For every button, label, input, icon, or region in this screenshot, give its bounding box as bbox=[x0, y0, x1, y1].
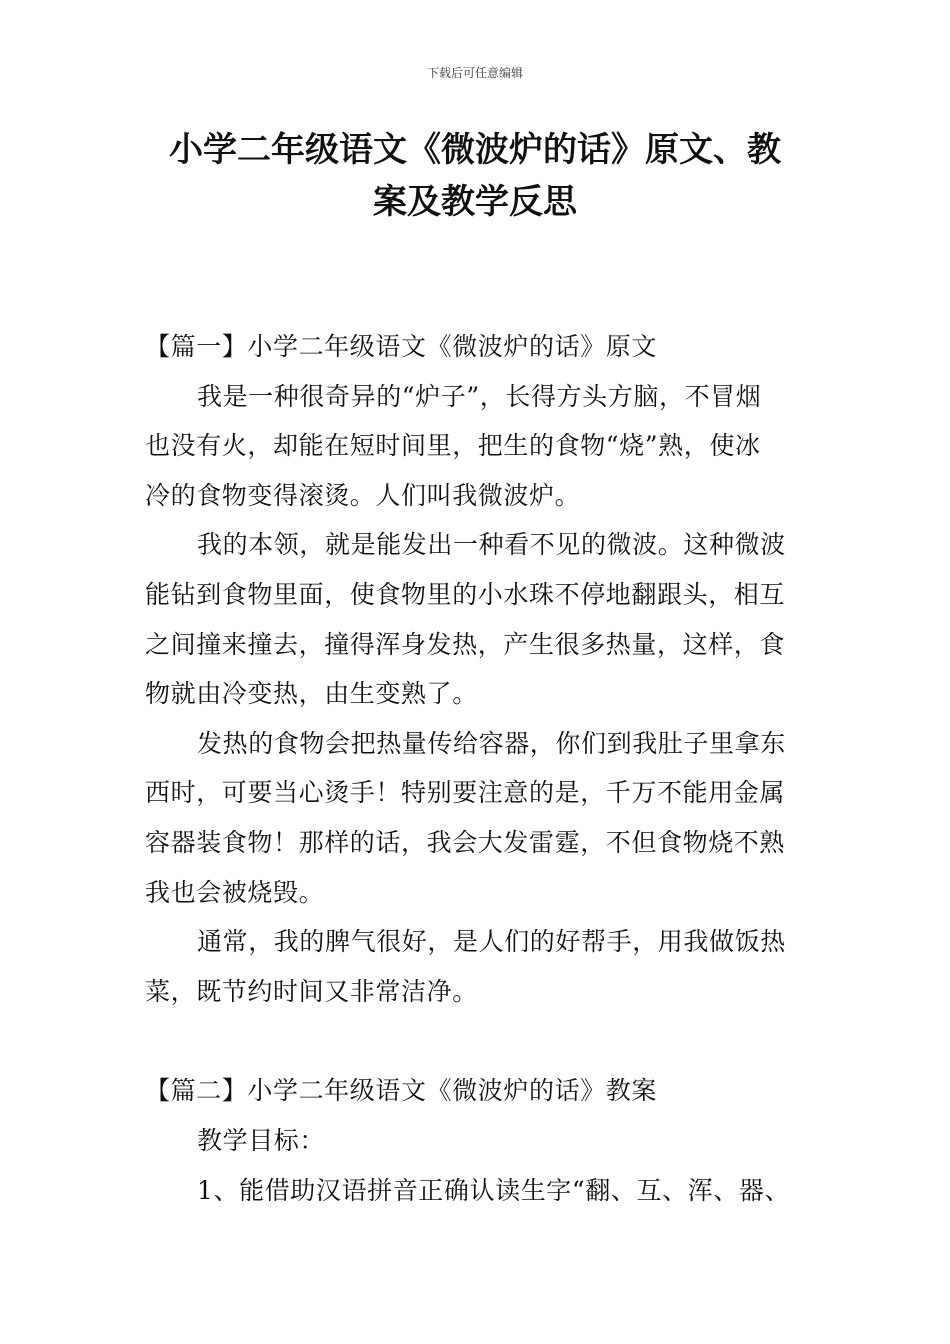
paragraph-1 bbox=[145, 372, 805, 521]
paragraph-line: 通常，我的脾气很好，是人们的好帮手，用我做饭热 bbox=[197, 927, 786, 957]
document-title bbox=[145, 124, 805, 228]
paragraph-line: 西时，可要当心烫手！特别要注意的是，千万不能用金属 bbox=[145, 778, 786, 808]
list-item: 1、能借助汉语拼音正确认读生字“翻、互、浑、器、 bbox=[197, 1175, 791, 1205]
paragraph-4 bbox=[145, 917, 805, 1016]
paragraph-2 bbox=[145, 520, 805, 718]
paragraph-line: 菜，既节约时间又非常洁净。 bbox=[145, 976, 478, 1006]
paragraph-3 bbox=[145, 719, 805, 917]
section-heading-1: 【篇一】小学二年级语文《微波炉的话》原文 bbox=[145, 332, 658, 361]
paragraph-line: 之间撞来撞去，撞得浑身发热，产生很多热量，这样，食 bbox=[145, 629, 786, 659]
title-line-1: 小学二年级语文《微波炉的话》原文、教 bbox=[169, 130, 781, 170]
paragraph-line: 容器装食物！那样的话，我会大发雷霆，不但食物烧不熟 bbox=[145, 827, 786, 857]
subheading-objectives: 教学目标： bbox=[197, 1125, 326, 1155]
section-gap bbox=[145, 1016, 805, 1066]
paragraph-line: 物就由冷变热，由生变熟了。 bbox=[145, 679, 478, 709]
title-line-2: 案及教学反思 bbox=[373, 182, 577, 222]
paragraph-line: 冷的食物变得滚烫。人们叫我微波炉。 bbox=[145, 480, 581, 510]
paragraph-line: 也没有火，却能在短时间里，把生的食物“烧”熟，使冰 bbox=[145, 431, 761, 461]
header-note: 下载后可任意编辑 bbox=[426, 66, 523, 80]
paragraph-line: 我的本领，就是能发出一种看不见的微波。这种微波 bbox=[197, 530, 786, 560]
paragraph-line: 我也会被烧毁。 bbox=[145, 877, 325, 907]
section-heading-2: 【篇二】小学二年级语文《微波炉的话》教案 bbox=[145, 1076, 658, 1106]
paragraph-line: 我是一种很奇异的“炉子”，长得方头方脑，不冒烟 bbox=[197, 381, 762, 411]
paragraph-line: 发热的食物会把热量传给容器，你们到我肚子里拿东 bbox=[197, 728, 786, 758]
document-body bbox=[145, 322, 805, 1215]
paragraph-line: 能钻到食物里面，使食物里的小水珠不停地翻跟头，相互 bbox=[145, 579, 786, 609]
